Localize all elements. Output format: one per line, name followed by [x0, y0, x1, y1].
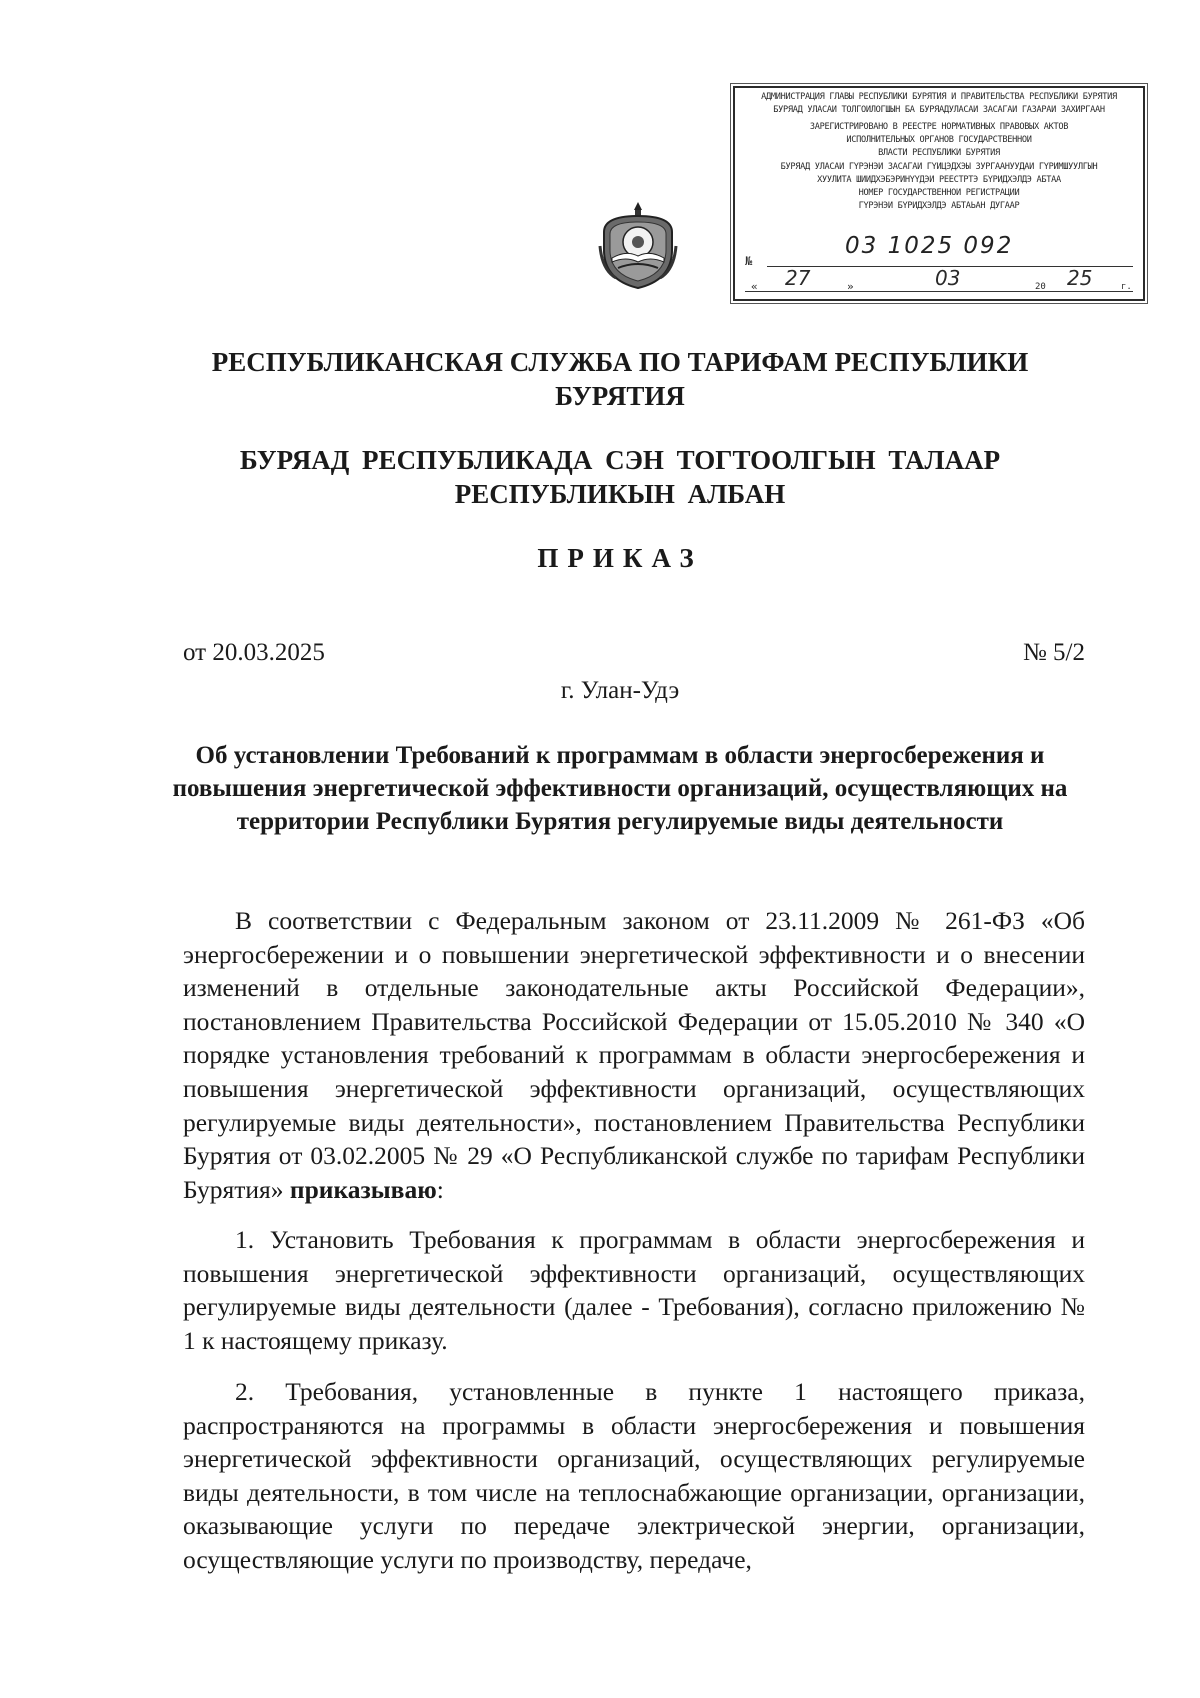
- order-number: № 5/2: [1022, 639, 1085, 666]
- stamp-line: БУРЯАД УЛАСАЙ ТОЛГОЙЛОГШЫН БА БУРЯАДУЛАСАЙ ЗАСАГАЙ ГАЗАРАЙ ЗАХИРГААН: [773, 105, 1105, 115]
- stamp-line: ИСПОЛНИТЕЛЬНЫХ ОРГАНОВ ГОСУДАРСТВЕННОЙ: [846, 135, 1032, 145]
- stamp-month: 03: [935, 266, 961, 290]
- stamp-line: АДМИНИСТРАЦИЯ ГЛАВЫ РЕСПУБЛИКИ БУРЯТИЯ И ПРАВИТЕЛЬСТВА РЕСПУБЛИКИ БУРЯТИЯ: [761, 92, 1117, 102]
- order-verb: приказываю: [289, 1174, 437, 1204]
- stamp-year-prefix: 20: [1035, 282, 1046, 292]
- stamp-line: НОМЕР ГОСУДАРСТВЕННОЙ РЕГИСТРАЦИИ: [858, 188, 1020, 198]
- stamp-line: ХУУЛИТА ШИИДХЭБЭРИНҮҮДЭЙ РЕЕСТРТЭ БҮРИДХЭЛДЭ АБТАА: [817, 175, 1061, 185]
- order-date: от 20.03.2025: [183, 639, 325, 666]
- stamp-year-suffix: г.: [1121, 282, 1132, 292]
- stamp-divider: [745, 291, 1133, 292]
- clause-2: 2. Требования, установленные в пункте 1 настоящего приказа, распространяются на программы в области энергосбережения и повышения энергетической эффективности организаций, осуществляющих регулируемые виды деятельности, в том числе на теплоснабжающие организации, организации, оказывающие услуги по передаче электрической энергии, организации, осуществляющие услуги по производству, передаче,: [183, 1377, 1085, 1574]
- preamble-paragraph: [183, 904, 1085, 1206]
- republic-emblem-icon: [596, 198, 680, 290]
- agency-name-russian: РЕСПУБЛИКАНСКАЯ СЛУЖБА ПО ТАРИФАМ РЕСПУБЛИКИ БУРЯТИЯ: [211, 347, 1029, 411]
- order-subject: Об установлении Требований к программам в области энергосбережения и повышения энергетической эффективности организаций, осуществляющих на территории Республики Бурятия регулируемые виды деятельности: [172, 742, 1068, 835]
- stamp-registration-number: 03 1025 092: [845, 233, 1014, 259]
- stamp-line: ВЛАСТИ РЕСПУБЛИКИ БУРЯТИЯ: [878, 148, 1000, 158]
- stamp-line: ГҮРЭНЭЙ БҮРИДХЭЛДЭ АБТАЬАН ДУГААР: [858, 201, 1020, 211]
- stamp-day: 27: [785, 266, 811, 290]
- preamble-end: :: [436, 1174, 444, 1204]
- stamp-year: 25: [1067, 266, 1093, 290]
- stamp-line: ЗАРЕГИСТРИРОВАНО В РЕЕСТРЕ НОРМАТИВНЫХ ПРАВОВЫХ АКТОВ: [809, 122, 1069, 132]
- preamble-text: В соответствии с Федеральным законом от 23.11.2009 № 261-ФЗ «Об энергосбережении и о повышении энергетической эффективности и о внесении изменений в отдельные законодательные акты Российской Федерации», постановлением Правительства Российской Федерации от 15.05.2010 № 340 «О порядке установления требований к программам в области энергосбережения и повышения энергетической эффективности организаций, осуществляющих регулируемые виды деятельности», постановлением Правительства Республики Бурятия от 03.02.2005 № 29 «О Республиканской службе по тарифам Республики Бурятия»: [183, 906, 1085, 1204]
- stamp-date: « 27 » 03 20 25 г.: [751, 266, 1132, 293]
- document-type-title: ПРИКАЗ: [537, 543, 703, 573]
- stamp-number-label: №: [745, 254, 753, 268]
- agency-name-buryat: БУРЯАД РЕСПУБЛИКАДА СЭН ТОГТООЛГЫН ТАЛААР РЕСПУБЛИКЫН АЛБАН: [239, 445, 1001, 509]
- stamp-line: БУРЯАД УЛАСАЙ ГҮРЭНЭЙ ЗАСАГАЙ ГҮЙЦЭДХЭЫ ЗУРГААНУУДАЙ ГҮРИМШУУЛГЫН: [780, 162, 1098, 172]
- registration-stamp: [733, 86, 1145, 301]
- order-city: г. Улан-Удэ: [560, 677, 680, 704]
- clause-1: 1. Установить Требования к программам в области энергосбережения и повышения энергетической эффективности организаций, осуществляющих регулируемые виды деятельности (далее - Требования), согласно приложению № 1 к настоящему приказу.: [183, 1225, 1085, 1355]
